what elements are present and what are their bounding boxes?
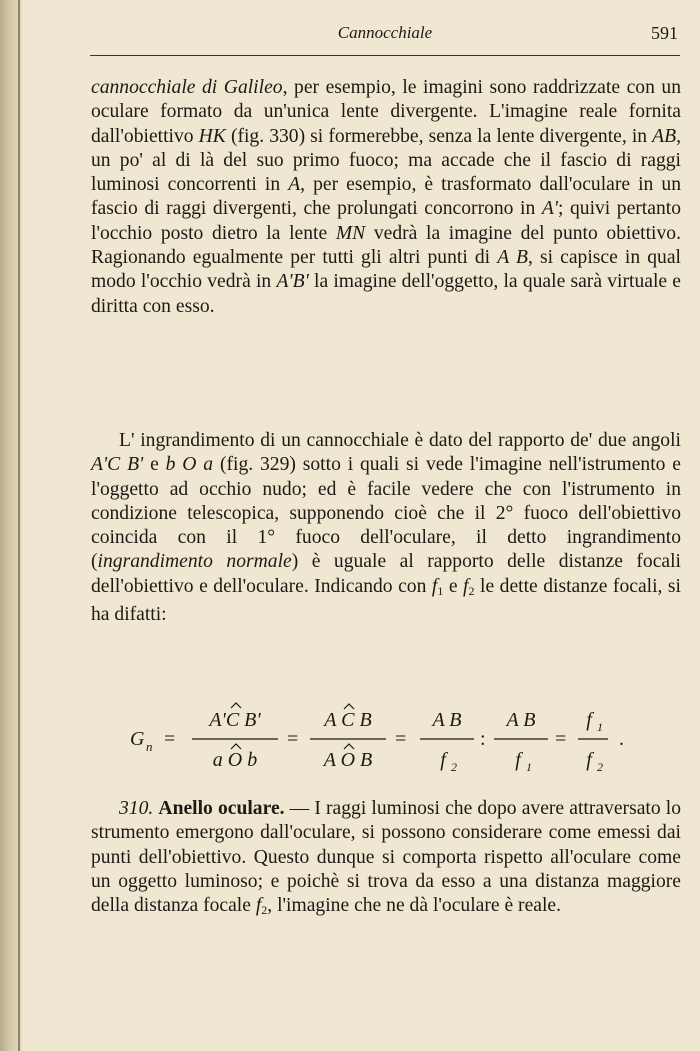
p2-text-1: L' ingrandimento di un cannocchiale è dato del rapporto de' due angoli <box>119 430 681 451</box>
page-number: 591 <box>651 23 678 43</box>
p1-text-3: , un po' al di là del suo primo fuoco; ma accade che il fascio di raggi luminosi concorrenti in <box>91 125 681 196</box>
formula-frac5-num: f <box>586 709 592 731</box>
p1-text-4: , per esempio, è trasformato dall'oculare in un fascio di raggi divergenti, che prolungati concorrono in <box>91 174 681 220</box>
formula-frac2-den: A O B <box>323 749 373 771</box>
formula-frac3-den: f <box>440 749 446 771</box>
formula-frac5-den-sub: 2 <box>597 760 603 774</box>
formula-eq-2: = <box>287 728 299 750</box>
p1-text-5: ; quivi pertanto l'occhio posto dietro la lente <box>91 198 681 244</box>
p2-math-f2: f <box>463 575 469 597</box>
formula-frac1-num: A'C B' <box>209 709 261 731</box>
section-number: 310. <box>119 798 154 819</box>
p1-math-ab-2: A B <box>497 247 528 269</box>
p1-text-7: , si capisce in qual modo l'occhio vedrà in <box>91 247 681 293</box>
p1-text-6: vedrà la imagine del punto obiettivo. Ragionando egualmente per tutti gli altri punti di <box>91 222 681 269</box>
running-title: Cannocchiale <box>337 23 433 42</box>
formula-frac4-den-sub: 1 <box>526 760 532 774</box>
s310-text-2: , l'imagine che ne dà l'oculare è reale. <box>267 895 562 917</box>
formula-svg <box>130 700 650 776</box>
s310-math-f2: f <box>255 895 262 917</box>
section-310-anello-oculare <box>91 797 681 922</box>
paragraph-galileo-telescope <box>91 76 681 319</box>
lead-term: cannocchiale di Galileo <box>91 77 283 98</box>
formula-colon: : <box>480 728 486 750</box>
formula-frac3-den-sub: 2 <box>451 760 457 774</box>
s310-text-1: — I raggi luminosi che dopo avere attraversato lo strumento emergono dall'oculare, si possono considerare come emessi dai punti dell'obiettivo. Questo dunque si comporta rispetto all'oculare come un oggetto luminoso; e poichè si trova da esso a una distanza maggiore della distanza focale <box>91 798 681 917</box>
p2-text-3: (fig. 329) sotto i quali si vede l'imagine nell'istrumento e l'oggetto ad occhio nudo; ed è facile vedere che con l'istrumento in condizione telescopica, supponendo cioè che il 2° fuoco dell'obiettivo coincida con il 1° fuoco dell'oculare, il detto ingrandimento ( <box>91 454 681 573</box>
formula-g: G <box>130 728 145 750</box>
paragraph-magnification <box>91 429 681 627</box>
formula-frac5-num-sub: 1 <box>597 720 603 734</box>
p2-math-f1: f <box>431 575 438 597</box>
page-header <box>90 20 680 50</box>
p1-math-a-prime: A' <box>541 198 558 220</box>
formula-frac1-den: a O b <box>212 749 258 771</box>
p1-math-mn: MN <box>335 222 366 244</box>
formula-eq-4: = <box>555 728 567 750</box>
section-title: Anello oculare. <box>158 798 285 819</box>
binding-line <box>18 0 20 1051</box>
p2-math-boa: b O a <box>165 454 214 476</box>
p2-text-2: e <box>143 454 166 476</box>
formula-frac4-den: f <box>515 749 521 771</box>
p2-text-4: ) è uguale al rapporto delle distanze focali dell'obiettivo e dell'oculare. Indicando con <box>91 551 681 597</box>
p1-math-a-b-prime: A'B' <box>276 271 309 293</box>
formula-frac5-den: f <box>586 749 592 771</box>
p2-math-acb: A'C B' <box>91 454 144 476</box>
p2-text-6: le dette distanze focali, si ha difatti: <box>91 575 681 626</box>
formula-eq-1: = <box>164 728 176 750</box>
header-rule <box>90 55 680 56</box>
p1-text-1: , per esempio, le imagini sono raddrizzate con un oculare formato da un'unica lente divergente. L'imagine reale fornita dall'obiettivo <box>91 77 682 147</box>
p2-math-f2-sub: 2 <box>468 583 475 598</box>
p1-math-hk: HK <box>198 125 226 147</box>
p2-math-f1-sub: 1 <box>437 583 444 598</box>
p1-math-ab: AB <box>652 125 677 147</box>
s310-math-f2-sub: 2 <box>261 903 268 918</box>
formula-frac2-num: A C B <box>324 709 372 731</box>
formula-eq-3: = <box>395 728 407 750</box>
p2-term-normal-magnification: ingrandimento normale <box>97 551 292 573</box>
formula-angle-mark-1 <box>231 703 241 708</box>
formula-frac4-num: A B <box>506 709 536 731</box>
formula-frac3-num: A B <box>432 709 462 731</box>
formula-period: . <box>619 728 624 750</box>
p1-text-2: (fig. 330) si formerebbe, senza la lente divergente, in <box>225 125 653 147</box>
p2-text-5: e <box>443 575 464 597</box>
magnification-formula <box>130 700 650 776</box>
p1-math-a: A <box>288 174 301 196</box>
formula-g-sub: n <box>146 739 153 754</box>
p1-text-8: la imagine dell'oggetto, la quale sarà virtuale e diritta con esso. <box>91 271 681 317</box>
